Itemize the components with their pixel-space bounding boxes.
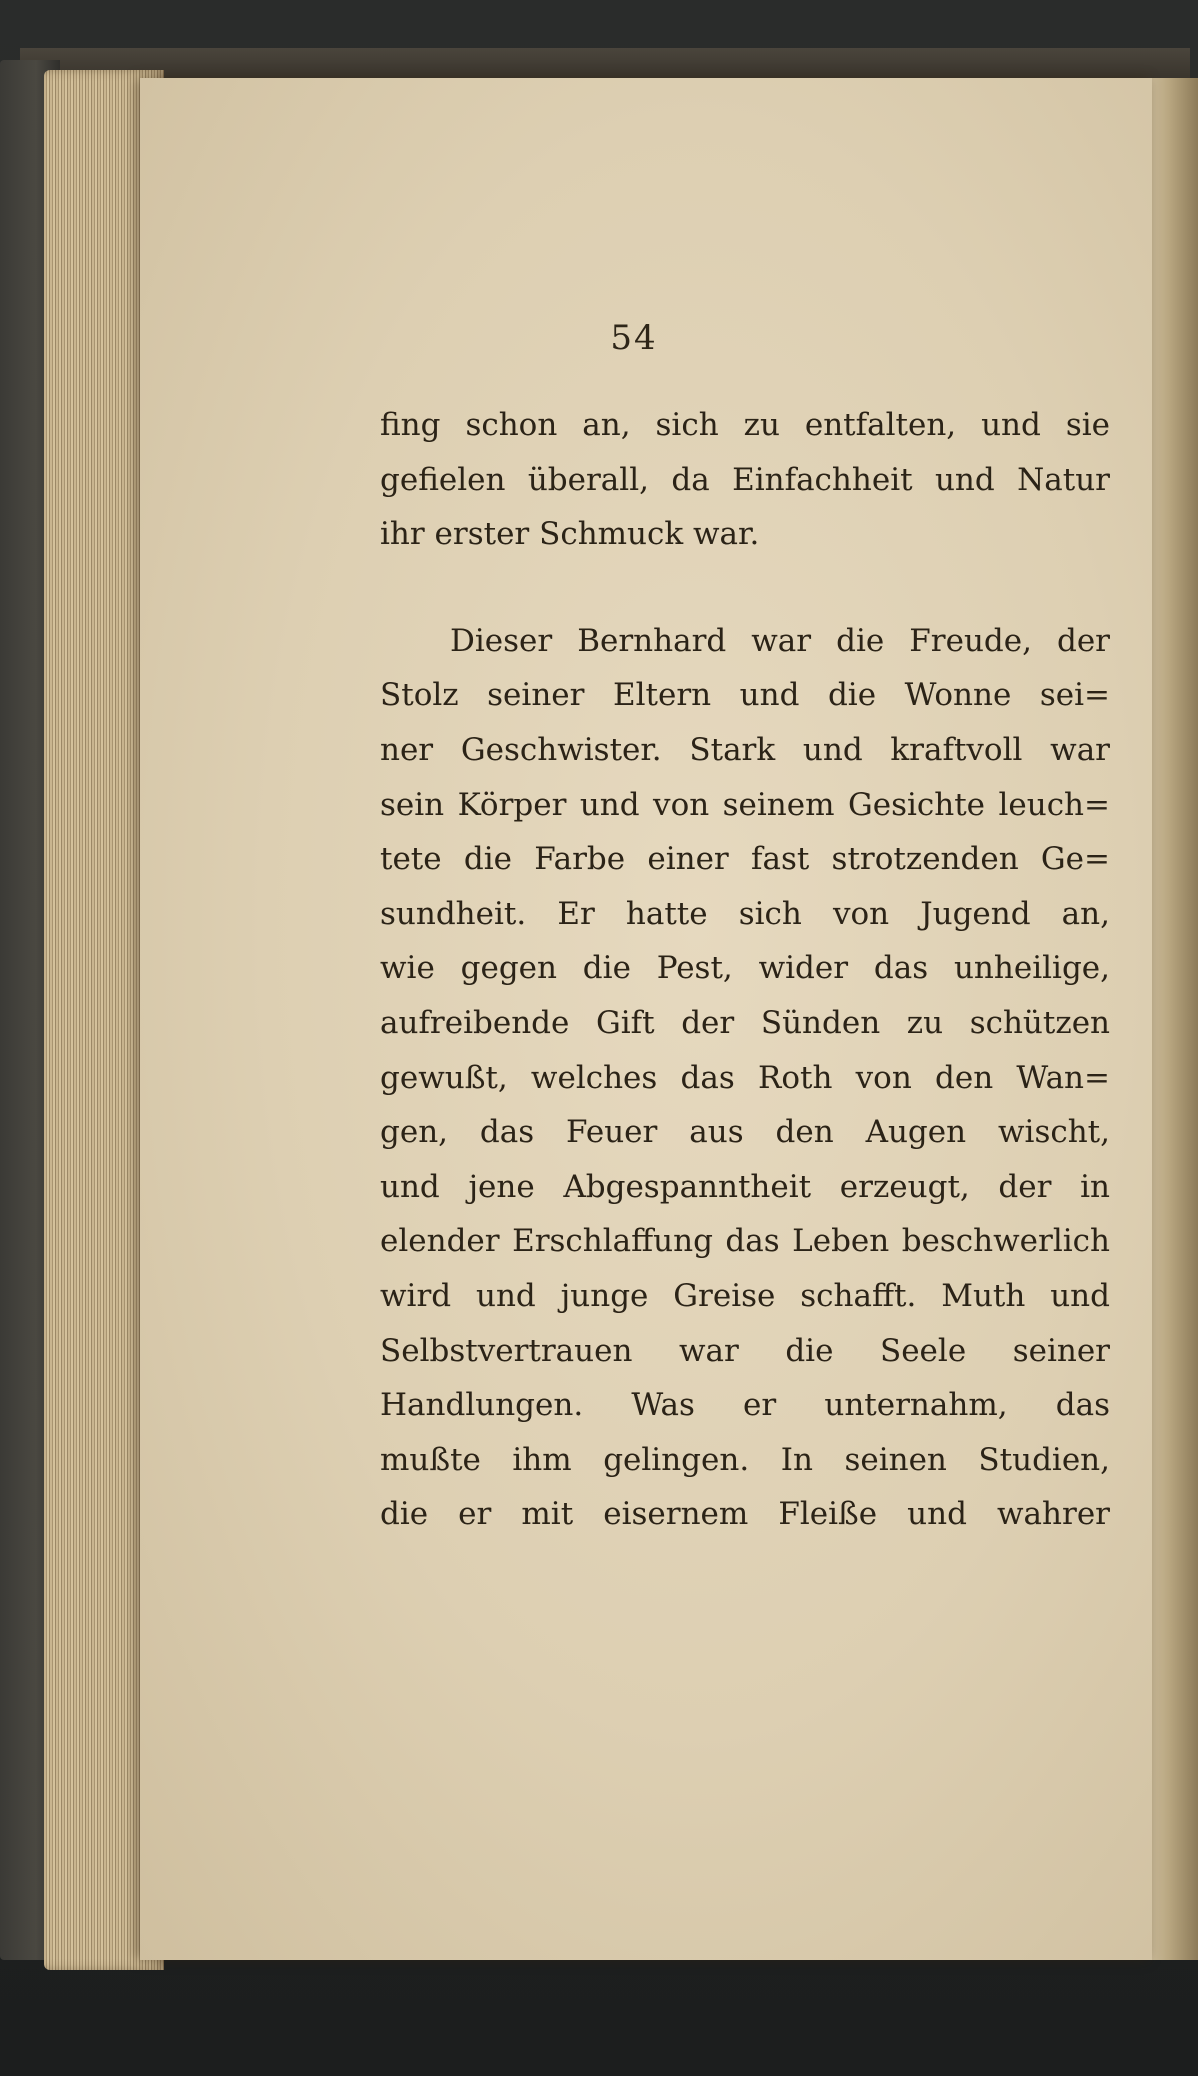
text-line: ihr erster Schmuck war. <box>380 516 760 553</box>
text-line: gefielen überall, da Einfachheit und Natur <box>380 461 1110 498</box>
book-right-edge <box>1150 78 1198 1960</box>
text-line: fing schon an, sich zu entfalten, und sie <box>380 407 1110 443</box>
text-line: gen, das Feuer aus den Augen wischt, <box>380 1114 1110 1151</box>
text-line: elender Erschlaffung das Leben beschwerlich <box>380 1223 1110 1260</box>
text-line: sundheit. Er hatte sich von Jugend an, <box>380 895 1110 932</box>
text-line: Handlungen. Was er unternahm, das <box>380 1387 1110 1424</box>
page-number: 54 <box>610 318 658 358</box>
page-text <box>380 398 1110 1542</box>
text-line: wird und junge Greise schafft. Muth und <box>380 1277 1110 1314</box>
paragraph-2 <box>380 614 1110 1542</box>
text-line: die er mit eisernem Fleiße und wahrer <box>380 1496 1110 1533</box>
text-line: ner Geschwister. Stark und kraftvoll war <box>380 731 1110 768</box>
text-line: wie gegen die Pest, wider das unheilige, <box>380 950 1110 987</box>
book-cover-top <box>20 48 1190 78</box>
text-line: gewußt, welches das Roth von den Wan= <box>380 1059 1110 1096</box>
paragraph-1 <box>380 398 1110 562</box>
text-line: sein Körper und von seinem Gesichte leuch= <box>380 786 1110 823</box>
text-line: Selbstvertrauen war die Seele seiner <box>380 1332 1110 1369</box>
text-line: Stolz seiner Eltern und die Wonne sei= <box>380 677 1110 714</box>
text-line: aufreibende Gift der Sünden zu schützen <box>380 1004 1110 1041</box>
text-line: mußte ihm gelingen. In seinen Studien, <box>380 1441 1110 1478</box>
text-line: und jene Abgespanntheit erzeugt, der in <box>380 1168 1110 1205</box>
text-line: tete die Farbe einer fast strotzenden Ge= <box>380 841 1110 878</box>
text-line: Dieser Bernhard war die Freude, der <box>450 622 1110 659</box>
